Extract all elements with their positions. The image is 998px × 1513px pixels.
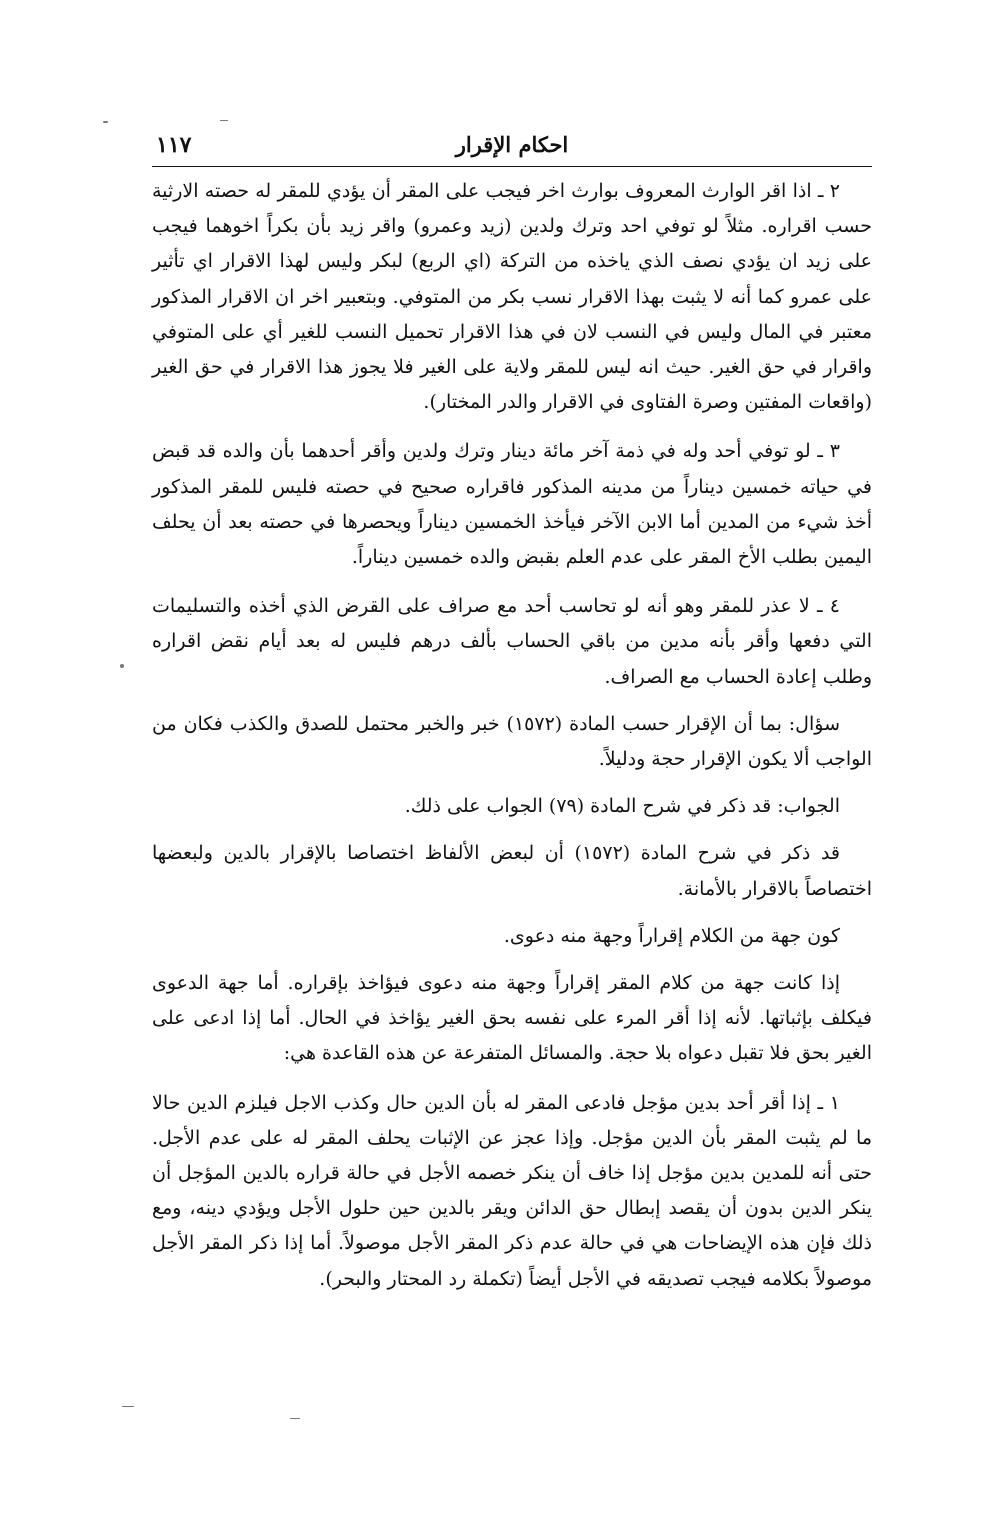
page-number: ١١٧: [156, 132, 192, 158]
page-header: [152, 130, 872, 162]
scan-speck: [122, 1406, 134, 1407]
running-title: احكام الإقرار: [455, 132, 569, 157]
scan-speck: [290, 1418, 300, 1419]
paragraph-rule: إذا كانت جهة من كلام المقر إقراراً وجهة منه دعوى فيؤاخذ بإقراره. أما جهة الدعوى فيكلف بإثباتها. لأنه إذا أقر المرء على نفسه بحق الغير يؤاخذ في الحال. أما إذا ادعى على الغير بحق فلا تقبل دعواه بلا حجة. والمسائل المتفرعة عن هذه القاعدة هي:: [152, 972, 872, 1065]
paragraph-article-note: قد ذكر في شرح المادة (١٥٧٢) أن لبعض الألفاظ اختصاصا بالإقرار بالدين ولبعضها اختصاصاً بالاقرار بالأمانة.: [152, 842, 872, 900]
paragraph-debt-payment: ٣ ـ لو توفي أحد وله في ذمة آخر مائة دينار وترك ولدين وأقر أحدهما بأن والده قد قبض في حياته خمسين ديناراً من مدينه المذكور فاقراره صحيح في حصته فليس للمقر المذكور أخذ شيء من المدين أما الابن الآخر فيأخذ الخمسين ديناراً ويحصرها في حصته بعد أن يحلف اليمين بطلب الأخ المقر على عدم العلم بقبض والده خمسين ديناراً.: [152, 440, 872, 569]
paragraph-inheritance-heir: ٢ ـ اذا اقر الوارث المعروف بوارث اخر فيجب على المقر أن يؤدي للمقر له حصته الارثية حسب اقراره. مثلاً لو توفي احد وترك ولدين (زيد وعمرو) واقر زيد بأن بكراً اخوهما فيجب على زيد ان يؤدي نصف الذي ياخذه من التركة (اي الربع) لبكر وليس لهذا الاقرار اي تأثير على عمرو كما أنه لا يثبت بهذا الاقرار نسب بكر من المتوفي. وبتعبير اخر ان الاقرار المذكور معتبر في المال وليس في النسب لان في هذا الاقرار تحميل النسب للغير أي على المتوفي واقرار في حق الغير. حيث انه ليس للمقر ولاية على الغير فلا يجوز هذا الاقرار في حق الغير (واقعات المفتين وصرة الفتاوى في الاقرار والدر المختار).: [152, 180, 872, 414]
paragraph-deferred-debt: ١ ـ إذا أقر أحد بدين مؤجل فادعى المقر له بأن الدين حال وكذب الاجل فيلزم الدين حالا ما لم يثبت المقر بأن الدين مؤجل. وإذا عجز عن الإثبات يحلف المقر له على عدم الأجل. حتى أنه للمدين بدين مؤجل إذا خاف أن ينكر خصمه الأجل في حالة قراره بالدين المؤجل أن ينكر الدين بدون أن يقصد إبطال حق الدائن ويقر بالدين حين حلول الأجل ويؤدي دينه، ومع ذلك فإن هذه الإيضاحات هي في حالة عدم ذكر المقر الأجل موصولاً. أما إذا ذكر المقر الأجل موصولاً بكلامه فيجب تصديقه في الأجل أيضاً (تكملة رد المحتار والبحر).: [152, 1091, 872, 1290]
body-text: [152, 174, 872, 1297]
paragraph-question: سؤال: بما أن الإقرار حسب المادة (١٥٧٢) خبر والخبر محتمل للصدق والكذب فكان من الواجب ألا يكون الإقرار حجة ودليلاً.: [152, 712, 872, 771]
scan-speck: [220, 120, 228, 121]
section-heading: كون جهة من الكلام إقراراً وجهة منه دعوى.: [503, 924, 840, 947]
scan-speck: [103, 121, 108, 123]
scan-speck: [120, 664, 124, 668]
paragraph-answer: الجواب: قد ذكر في شرح المادة (٧٩) الجواب على ذلك.: [404, 795, 840, 818]
header-rule: [152, 166, 872, 167]
paragraph-no-excuse: ٤ ـ لا عذر للمقر وهو أنه لو تحاسب أحد مع صراف على القرض الذي أخذه والتسليمات التي دفعها وأقر بأنه مدين من باقي الحساب بألف درهم فليس له بعد أيام نقض اقراره وطلب إعادة الحساب مع الصراف.: [152, 595, 872, 688]
